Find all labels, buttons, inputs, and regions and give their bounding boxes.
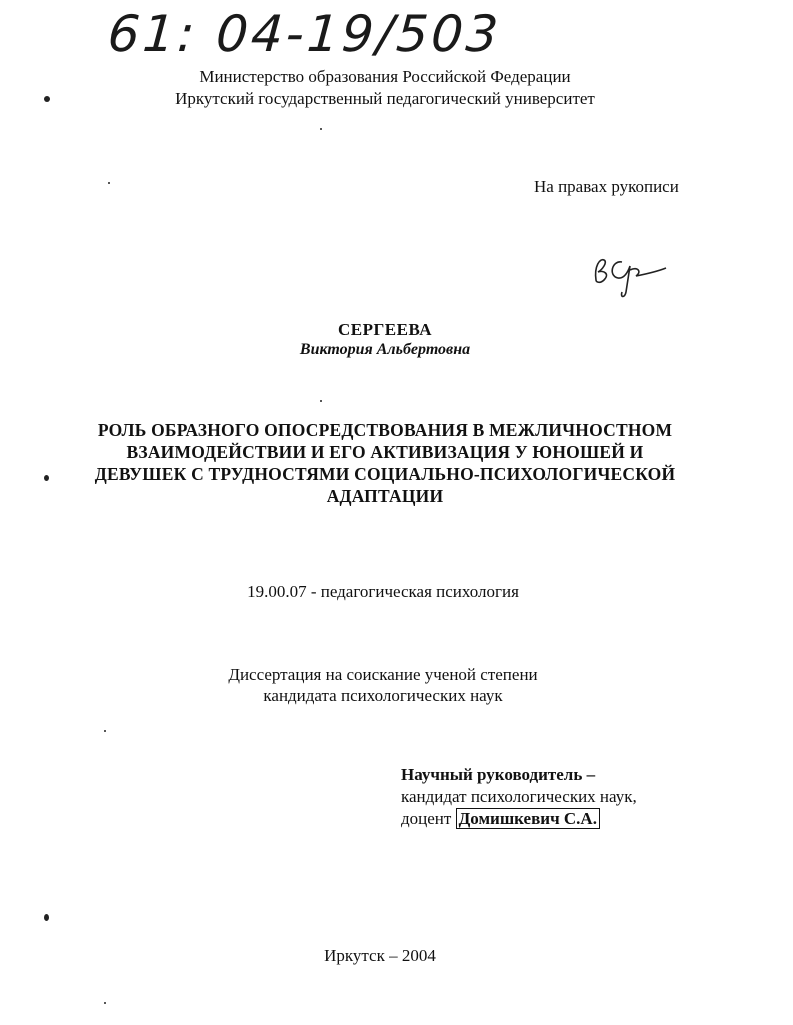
scan-speck — [108, 182, 110, 184]
university-name: Иркутский государственный педагогический университет — [175, 89, 595, 108]
scan-speck — [44, 96, 50, 102]
title-line: ВЗАИМОДЕЙСТВИИ И ЕГО АКТИВИЗАЦИЯ У ЮНОШЕЙ И — [126, 442, 644, 462]
supervisor-label: Научный руководитель – — [401, 765, 596, 784]
dissertation-title — [80, 419, 690, 507]
supervisor-block — [401, 764, 637, 830]
supervisor-degree: кандидат психологических наук, — [401, 787, 637, 806]
degree-line: Диссертация на соискание ученой степени — [228, 665, 538, 684]
scan-speck — [104, 1002, 106, 1004]
supervisor-name: Домишкевич С.А. — [456, 808, 600, 829]
supervisor-rank-line — [401, 808, 637, 830]
speciality-code: 19.00.07 - педагогическая психология — [247, 582, 519, 601]
author-given-names: Виктория Альбертовна — [299, 341, 471, 358]
scan-speck — [320, 400, 322, 402]
scan-speck — [104, 730, 106, 732]
title-line: АДАПТАЦИИ — [326, 486, 444, 506]
ministry-name: Министерство образования Российской Федерации — [199, 67, 571, 86]
handwritten-archive-code: 61: 04-19/503 — [105, 5, 503, 63]
title-line: ДЕВУШЕК С ТРУДНОСТЯМИ СОЦИАЛЬНО-ПСИХОЛОГИЧЕСКОЙ — [94, 464, 676, 484]
degree-line: кандидата психологических наук — [263, 686, 503, 705]
city-year: Иркутск – 2004 — [324, 946, 436, 965]
title-line: РОЛЬ ОБРАЗНОГО ОПОСРЕДСТВОВАНИЯ В МЕЖЛИЧНОСТНОМ — [97, 420, 673, 440]
degree-statement — [0, 664, 766, 706]
scan-speck — [44, 475, 49, 481]
handwritten-signature — [590, 246, 670, 302]
supervisor-rank: доцент — [401, 809, 452, 828]
scan-speck — [44, 914, 49, 921]
author-surname: СЕРГЕЕВА — [337, 320, 433, 339]
rights-note: На правах рукописи — [534, 177, 679, 196]
scan-speck — [320, 128, 322, 130]
